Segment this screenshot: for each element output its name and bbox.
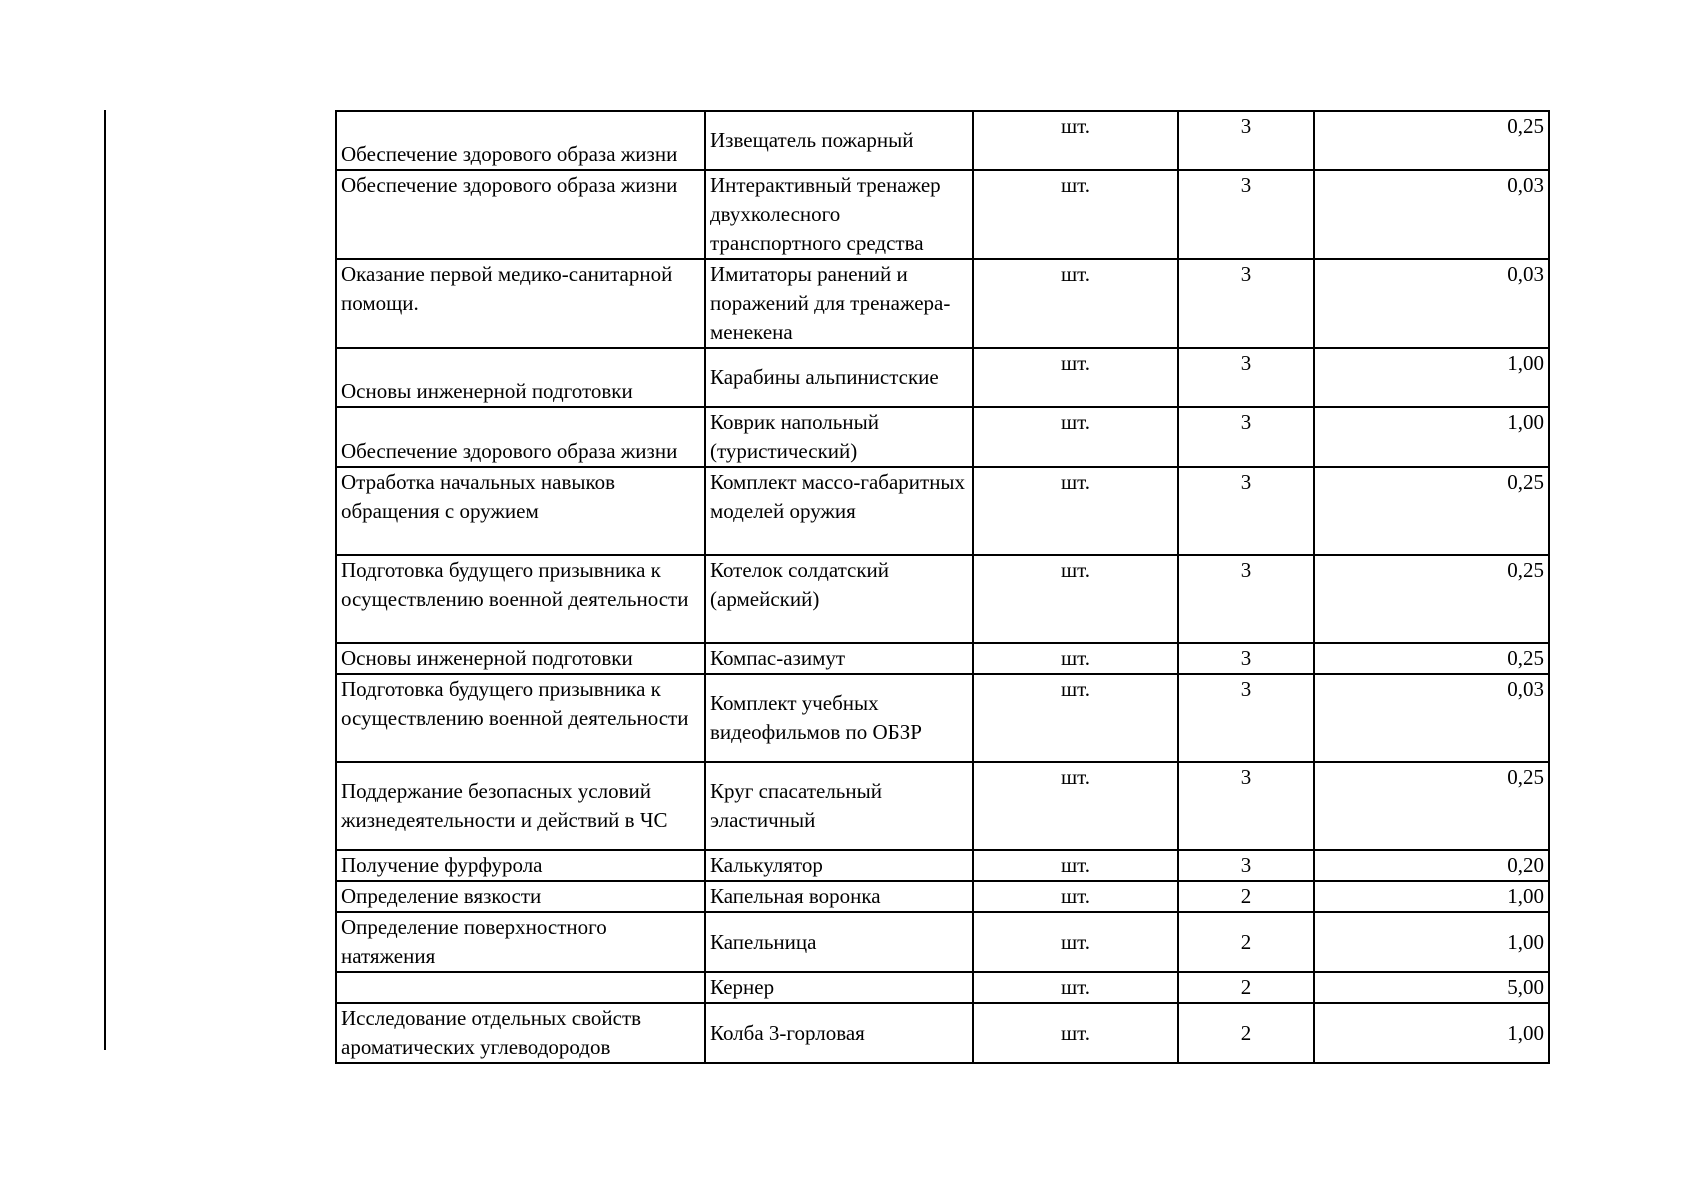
item-cell: Имитаторы ранений и поражений для тренажера-менекена (705, 259, 973, 348)
topic-cell: Исследование отдельных свойств ароматических углеводородов (336, 1003, 705, 1063)
item-cell: Коврик напольный (туристический) (705, 407, 973, 467)
value-cell: 5,00 (1314, 972, 1549, 1003)
value-cell: 0,25 (1314, 555, 1549, 643)
table-row (336, 881, 1549, 912)
item-cell: Кернер (705, 972, 973, 1003)
topic-cell: Поддержание безопасных условий жизнедеятельности и действий в ЧС (336, 762, 705, 850)
value-cell: 1,00 (1314, 912, 1549, 972)
item-cell: Интерактивный тренажер двухколесного транспортного средства (705, 170, 973, 259)
topic-cell: Отработка начальных навыков обращения с оружием (336, 467, 705, 555)
quantity-cell: 3 (1178, 762, 1314, 850)
topic-cell: Получение фурфурола (336, 850, 705, 881)
table-row (336, 555, 1549, 643)
item-cell: Капельница (705, 912, 973, 972)
topic-cell: Обеспечение здорового образа жизни (336, 170, 705, 259)
value-cell: 0,25 (1314, 643, 1549, 674)
value-cell: 0,03 (1314, 170, 1549, 259)
value-cell: 1,00 (1314, 407, 1549, 467)
quantity-cell: 3 (1178, 259, 1314, 348)
value-cell: 0,25 (1314, 762, 1549, 850)
unit-cell: шт. (973, 170, 1178, 259)
unit-cell: шт. (973, 912, 1178, 972)
table-row (336, 674, 1549, 762)
item-cell: Комплект массо-габаритных моделей оружия (705, 467, 973, 555)
table-row (336, 407, 1549, 467)
quantity-cell: 3 (1178, 407, 1314, 467)
table-row (336, 643, 1549, 674)
page-margin-line (104, 110, 106, 1050)
value-cell: 0,25 (1314, 467, 1549, 555)
unit-cell: шт. (973, 643, 1178, 674)
value-cell: 1,00 (1314, 348, 1549, 407)
quantity-cell: 3 (1178, 348, 1314, 407)
table-row (336, 850, 1549, 881)
unit-cell: шт. (973, 555, 1178, 643)
quantity-cell: 3 (1178, 674, 1314, 762)
value-cell: 0,20 (1314, 850, 1549, 881)
quantity-cell: 3 (1178, 170, 1314, 259)
item-cell: Карабины альпинистские (705, 348, 973, 407)
quantity-cell: 2 (1178, 881, 1314, 912)
quantity-cell: 2 (1178, 972, 1314, 1003)
unit-cell: шт. (973, 674, 1178, 762)
table-row (336, 1003, 1549, 1063)
item-cell: Комплект учебных видеофильмов по ОБЗР (705, 674, 973, 762)
unit-cell: шт. (973, 259, 1178, 348)
topic-cell: Обеспечение здорового образа жизни (336, 111, 705, 170)
item-cell: Компас-азимут (705, 643, 973, 674)
value-cell: 0,03 (1314, 674, 1549, 762)
item-cell: Извещатель пожарный (705, 111, 973, 170)
topic-cell: Основы инженерной подготовки (336, 643, 705, 674)
table-row (336, 762, 1549, 850)
topic-cell: Определение поверхностного натяжения (336, 912, 705, 972)
topic-cell (336, 972, 705, 1003)
unit-cell: шт. (973, 348, 1178, 407)
unit-cell: шт. (973, 972, 1178, 1003)
table-row (336, 912, 1549, 972)
table-row (336, 348, 1549, 407)
unit-cell: шт. (973, 467, 1178, 555)
quantity-cell: 3 (1178, 467, 1314, 555)
item-cell: Круг спасательный эластичный (705, 762, 973, 850)
quantity-cell: 3 (1178, 555, 1314, 643)
unit-cell: шт. (973, 111, 1178, 170)
value-cell: 0,03 (1314, 259, 1549, 348)
topic-cell: Определение вязкости (336, 881, 705, 912)
value-cell: 0,25 (1314, 111, 1549, 170)
value-cell: 1,00 (1314, 1003, 1549, 1063)
quantity-cell: 3 (1178, 643, 1314, 674)
unit-cell: шт. (973, 1003, 1178, 1063)
value-cell: 1,00 (1314, 881, 1549, 912)
table-row (336, 467, 1549, 555)
unit-cell: шт. (973, 881, 1178, 912)
table-row (336, 170, 1549, 259)
quantity-cell: 3 (1178, 111, 1314, 170)
quantity-cell: 2 (1178, 912, 1314, 972)
equipment-table (335, 110, 1550, 1064)
unit-cell: шт. (973, 407, 1178, 467)
item-cell: Калькулятор (705, 850, 973, 881)
item-cell: Колба 3-горловая (705, 1003, 973, 1063)
table-row (336, 111, 1549, 170)
unit-cell: шт. (973, 850, 1178, 881)
item-cell: Котелок солдатский (армейский) (705, 555, 973, 643)
unit-cell: шт. (973, 762, 1178, 850)
table-row (336, 972, 1549, 1003)
quantity-cell: 3 (1178, 850, 1314, 881)
table-row (336, 259, 1549, 348)
item-cell: Капельная воронка (705, 881, 973, 912)
topic-cell: Подготовка будущего призывника к осуществлению военной деятельности (336, 674, 705, 762)
topic-cell: Обеспечение здорового образа жизни (336, 407, 705, 467)
topic-cell: Подготовка будущего призывника к осуществлению военной деятельности (336, 555, 705, 643)
topic-cell: Оказание первой медико-санитарной помощи. (336, 259, 705, 348)
topic-cell: Основы инженерной подготовки (336, 348, 705, 407)
quantity-cell: 2 (1178, 1003, 1314, 1063)
